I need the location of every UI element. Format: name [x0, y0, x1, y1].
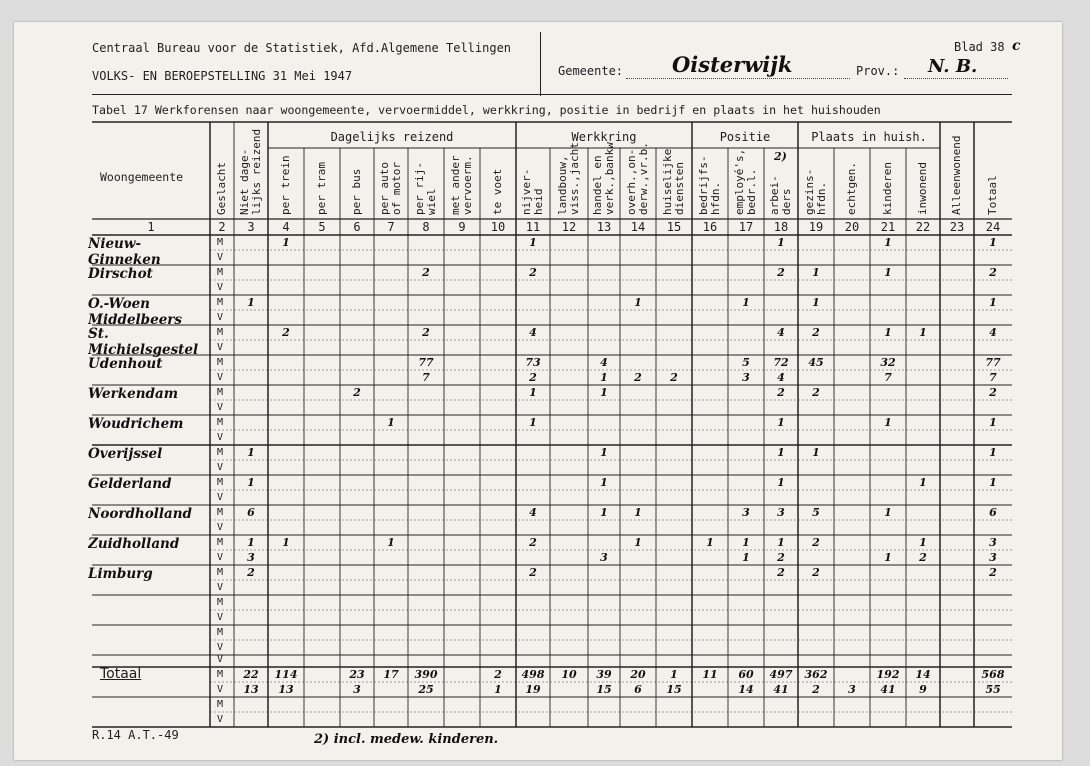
cell-value: 20 — [630, 668, 646, 681]
column-number: 18 — [773, 220, 789, 234]
cell-value: 60 — [738, 668, 754, 681]
cell-value: 77 — [985, 356, 1001, 369]
cell-value: 1 — [529, 236, 537, 249]
column-header-8: per rij- — [413, 162, 426, 215]
cell-value: 3 — [777, 506, 785, 519]
cell-value: 1 — [494, 683, 502, 696]
cell-value: 1 — [884, 416, 892, 429]
column-header-19: gezins- — [803, 168, 816, 215]
sex-label: V — [216, 582, 224, 593]
column-header-2: Geslacht — [215, 162, 228, 215]
group-header-dagelijks: Dagelijks reizend — [330, 130, 454, 144]
cell-value: 2 — [529, 266, 537, 279]
woongemeente-name: Noordholland — [88, 506, 192, 522]
column-number: 3 — [247, 220, 255, 234]
column-header-16: hfdn. — [709, 181, 722, 215]
cell-value: 2 — [812, 326, 820, 339]
cell-value: 1 — [884, 236, 892, 249]
cell-value: 1 — [634, 296, 642, 309]
cell-value: 192 — [876, 668, 900, 681]
cell-value: 6 — [989, 506, 997, 519]
cell-value: 2 — [777, 566, 785, 579]
sex-label: V — [216, 612, 224, 623]
group-header-werkkring: Werkkring — [571, 130, 637, 144]
cell-value: 1 — [884, 326, 892, 339]
cell-value: 19 — [525, 683, 541, 696]
sex-label: M — [216, 699, 224, 710]
cell-value: 4 — [600, 356, 608, 369]
sex-label: M — [216, 507, 224, 518]
column-number: 11 — [525, 220, 541, 234]
sex-label: V — [216, 252, 224, 263]
cell-value: 17 — [383, 668, 399, 681]
column-number: 2 — [218, 220, 226, 234]
cell-value: 2 — [247, 566, 255, 579]
cell-value: 2 — [422, 266, 430, 279]
cell-value: 1 — [706, 536, 714, 549]
cell-value: 1 — [812, 446, 820, 459]
woongemeente-name: Zuidholland — [88, 536, 180, 552]
column-header-16: bedrijfs- — [697, 155, 710, 215]
cell-value: 72 — [773, 356, 789, 369]
cell-value: 73 — [525, 356, 541, 369]
prov-value: N. B. — [928, 56, 978, 77]
cell-value: 6 — [247, 506, 255, 519]
cell-value: 41 — [773, 683, 789, 696]
cell-value: 4 — [989, 326, 997, 339]
column-number: 23 — [949, 220, 965, 234]
column-header-6: per bus — [350, 168, 363, 215]
cell-value: 3 — [989, 551, 997, 564]
sex-label: M — [216, 297, 224, 308]
column-header-4: per trein — [279, 155, 292, 215]
bureau-heading: Centraal Bureau voor de Statistiek, Afd.Algemene Tellingen — [92, 41, 512, 55]
column-number: 22 — [915, 220, 931, 234]
column-header-24: Totaal — [986, 175, 999, 215]
cell-value: 7 — [422, 371, 430, 384]
cell-value: 2 — [529, 536, 537, 549]
cell-value: 1 — [247, 446, 255, 459]
cell-value: 390 — [414, 668, 438, 681]
column-number: 21 — [880, 220, 896, 234]
sex-label: V — [216, 462, 224, 473]
cell-value: 2 — [989, 386, 997, 399]
column-header-8: wiel — [425, 188, 438, 215]
column-number: 4 — [282, 220, 290, 234]
cell-value: 1 — [742, 551, 750, 564]
cell-value: 2 — [422, 326, 430, 339]
column-header-17: employé's, — [733, 148, 746, 215]
cell-value: 498 — [521, 668, 545, 681]
totaal-label: Totaal — [100, 666, 142, 682]
column-number: 15 — [666, 220, 682, 234]
column-header-12: landbouw, — [556, 155, 569, 215]
cell-value: 5 — [742, 356, 750, 369]
column-number: 7 — [387, 220, 395, 234]
cell-value: 1 — [989, 446, 997, 459]
cell-value: 1 — [777, 446, 785, 459]
cell-value: 1 — [884, 266, 892, 279]
sex-label: V — [216, 372, 224, 383]
cell-value: 2 — [989, 266, 997, 279]
sex-label: V — [216, 684, 224, 695]
cell-value: 11 — [702, 668, 718, 681]
woongemeente-name: Udenhout — [88, 356, 163, 372]
cell-value: 3 — [247, 551, 255, 564]
column-header-3: lijks reizend — [250, 128, 263, 215]
cell-value: 1 — [919, 476, 927, 489]
column-number: 6 — [353, 220, 361, 234]
sex-label: V — [216, 654, 224, 665]
sex-label: V — [216, 642, 224, 653]
cell-value: 14 — [738, 683, 754, 696]
cell-value: 2 — [634, 371, 642, 384]
cell-value: 3 — [600, 551, 608, 564]
cell-value: 362 — [804, 668, 828, 681]
cell-value: 1 — [989, 236, 997, 249]
woongemeente-name: Gelderland — [88, 476, 172, 492]
column-header-23: Alleenwonend — [950, 135, 963, 215]
sex-label: M — [216, 447, 224, 458]
cell-value: 1 — [282, 236, 290, 249]
cell-value: 32 — [880, 356, 896, 369]
woongemeente-name: Woudrichem — [88, 416, 184, 432]
column-header-19: hfdn. — [815, 181, 828, 215]
sex-label: V — [216, 492, 224, 503]
column-number: 13 — [596, 220, 612, 234]
column-header-13: verk.,bankw — [603, 142, 616, 215]
cell-value: 13 — [278, 683, 294, 696]
cell-value: 1 — [777, 416, 785, 429]
cell-value: 1 — [387, 536, 395, 549]
cell-value: 15 — [666, 683, 682, 696]
cell-value: 1 — [247, 296, 255, 309]
column-header-22: inwonend — [916, 162, 929, 215]
cell-value: 3 — [353, 683, 361, 696]
cell-value: 45 — [808, 356, 824, 369]
column-number: 16 — [702, 220, 718, 234]
footnote-marker: 2) — [774, 150, 787, 163]
cell-value: 14 — [915, 668, 931, 681]
column-number: 8 — [422, 220, 430, 234]
cell-value: 6 — [634, 683, 642, 696]
cell-value: 2 — [812, 386, 820, 399]
cell-value: 2 — [353, 386, 361, 399]
cell-value: 497 — [769, 668, 793, 681]
column-header-17: bedr.l. — [745, 168, 758, 215]
cell-value: 1 — [989, 476, 997, 489]
sex-label: V — [216, 342, 224, 353]
column-header-15: huiselijke — [661, 148, 674, 215]
column-header-14: derw.,vr.b. — [637, 142, 650, 215]
column-header-18: ders — [780, 188, 793, 215]
woongemeente-name: Overijssel — [88, 446, 163, 462]
cell-value: 1 — [777, 476, 785, 489]
column-number: 17 — [738, 220, 754, 234]
cell-value: 568 — [981, 668, 1005, 681]
cell-value: 77 — [418, 356, 434, 369]
cell-value: 1 — [884, 506, 892, 519]
cell-value: 2 — [777, 266, 785, 279]
cell-value: 41 — [880, 683, 896, 696]
column-number: 24 — [985, 220, 1001, 234]
column-number: 14 — [630, 220, 646, 234]
cell-value: 7 — [884, 371, 892, 384]
cell-value: 4 — [777, 326, 785, 339]
cell-value: 1 — [777, 236, 785, 249]
column-header-21: kinderen — [881, 162, 894, 215]
cell-value: 1 — [247, 536, 255, 549]
column-number: 1 — [147, 220, 155, 234]
cell-value: 4 — [529, 506, 537, 519]
woongemeente-name: O.-Woen Middelbeers — [88, 296, 182, 328]
column-number: 20 — [844, 220, 860, 234]
column-header-15: diensten — [673, 162, 686, 215]
woongemeente-name: St. Michielsgestel — [88, 326, 199, 358]
cell-value: 1 — [812, 296, 820, 309]
column-header-7: of motor — [390, 162, 403, 215]
sex-label: M — [216, 477, 224, 488]
cell-value: 1 — [989, 416, 997, 429]
cell-value: 15 — [596, 683, 612, 696]
cell-value: 1 — [742, 296, 750, 309]
cell-value: 39 — [596, 668, 612, 681]
cell-value: 1 — [884, 551, 892, 564]
cell-value: 1 — [634, 536, 642, 549]
cell-value: 9 — [919, 683, 927, 696]
cell-value: 22 — [243, 668, 259, 681]
woongemeente-name: Werkendam — [88, 386, 178, 402]
cell-value: 1 — [919, 536, 927, 549]
group-header-positie: Positie — [719, 130, 771, 144]
sex-label: M — [216, 669, 224, 680]
gemeente-value: Oisterwijk — [672, 52, 793, 77]
column-number: 12 — [561, 220, 577, 234]
cell-value: 1 — [600, 506, 608, 519]
sex-label: M — [216, 627, 224, 638]
sex-label: M — [216, 357, 224, 368]
cell-value: 2 — [989, 566, 997, 579]
woongemeente-name: Limburg — [88, 566, 153, 582]
gemeente-label: Gemeente: — [558, 64, 624, 78]
woongemeente-name: Nieuw-Ginneken — [88, 236, 161, 268]
sex-label: M — [216, 387, 224, 398]
cell-value: 1 — [529, 416, 537, 429]
cell-value: 2 — [494, 668, 502, 681]
column-number: 10 — [490, 220, 506, 234]
cell-value: 2 — [529, 566, 537, 579]
column-header-10: te voet — [491, 168, 504, 215]
column-header-13: handel en — [591, 155, 604, 215]
cell-value: 4 — [777, 371, 785, 384]
cell-value: 2 — [777, 551, 785, 564]
sex-label: V — [216, 282, 224, 293]
cell-value: 1 — [777, 536, 785, 549]
cell-value: 4 — [529, 326, 537, 339]
sex-label: M — [216, 597, 224, 608]
cell-value: 3 — [742, 371, 750, 384]
woongemeente-name: Dirschot — [88, 266, 153, 282]
cell-value: 1 — [742, 536, 750, 549]
cell-value: 2 — [919, 551, 927, 564]
column-header-14: overh.,on- — [625, 148, 638, 215]
column-header-20: echtgen. — [845, 162, 858, 215]
blad-suffix: c — [1012, 38, 1021, 54]
cell-value: 1 — [247, 476, 255, 489]
cell-value: 1 — [634, 506, 642, 519]
cell-value: 1 — [670, 668, 678, 681]
cell-value: 1 — [387, 416, 395, 429]
blad-label: Blad 38 — [954, 40, 1005, 54]
cell-value: 1 — [600, 446, 608, 459]
column-header-12: viss.,jacht — [568, 142, 581, 215]
cell-value: 1 — [600, 476, 608, 489]
sex-label: V — [216, 402, 224, 413]
column-header-9: met ander — [449, 155, 462, 215]
cell-value: 3 — [742, 506, 750, 519]
cell-value: 1 — [812, 266, 820, 279]
sex-label: M — [216, 417, 224, 428]
cell-value: 1 — [600, 371, 608, 384]
column-header-woongemeente: Woongemeente — [100, 170, 184, 184]
sex-label: M — [216, 327, 224, 338]
cell-value: 5 — [812, 506, 820, 519]
sex-label: M — [216, 237, 224, 248]
cell-value: 114 — [274, 668, 298, 681]
column-header-5: per tram — [315, 162, 328, 215]
cell-value: 1 — [529, 386, 537, 399]
cell-value: 2 — [529, 371, 537, 384]
sex-label: M — [216, 267, 224, 278]
prov-label: Prov.: — [856, 64, 900, 78]
form-code: R.14 A.T.-49 — [92, 728, 179, 742]
cell-value: 2 — [812, 566, 820, 579]
sex-label: V — [216, 714, 224, 725]
cell-value: 2 — [670, 371, 678, 384]
cell-value: 2 — [777, 386, 785, 399]
column-header-11: heid — [532, 188, 545, 215]
cell-value: 1 — [282, 536, 290, 549]
column-header-7: per auto — [378, 162, 391, 215]
column-header-18: arbei- — [768, 175, 781, 215]
cell-value: 1 — [600, 386, 608, 399]
cell-value: 7 — [989, 371, 997, 384]
census-title: VOLKS- EN BEROEPSTELLING 31 Mei 1947 — [92, 69, 353, 83]
group-header-plaats: Plaats in huish. — [811, 130, 927, 144]
column-header-9: vervoerm. — [461, 155, 474, 215]
column-header-3: Niet dage- — [238, 148, 251, 215]
column-number: 19 — [808, 220, 824, 234]
cell-value: 2 — [812, 683, 820, 696]
cell-value: 10 — [561, 668, 577, 681]
cell-value: 1 — [989, 296, 997, 309]
column-number: 9 — [458, 220, 466, 234]
cell-value: 1 — [919, 326, 927, 339]
sex-label: M — [216, 567, 224, 578]
table-title: Tabel 17 Werkforensen naar woongemeente, vervoermiddel, werkkring, positie in bedrijf en plaats in het huishouden — [92, 103, 881, 117]
sex-label: V — [216, 312, 224, 323]
column-header-11: nijver- — [520, 168, 533, 215]
cell-value: 2 — [282, 326, 290, 339]
sex-label: V — [216, 522, 224, 533]
sex-label: V — [216, 432, 224, 443]
cell-value: 13 — [243, 683, 259, 696]
cell-value: 3 — [989, 536, 997, 549]
cell-value: 55 — [985, 683, 1001, 696]
cell-value: 25 — [418, 683, 434, 696]
cell-value: 2 — [812, 536, 820, 549]
sex-label: V — [216, 552, 224, 563]
cell-value: 3 — [848, 683, 856, 696]
cell-value: 23 — [349, 668, 365, 681]
footnote: 2) incl. medew. kinderen. — [314, 732, 499, 747]
column-number: 5 — [318, 220, 326, 234]
sex-label: M — [216, 537, 224, 548]
